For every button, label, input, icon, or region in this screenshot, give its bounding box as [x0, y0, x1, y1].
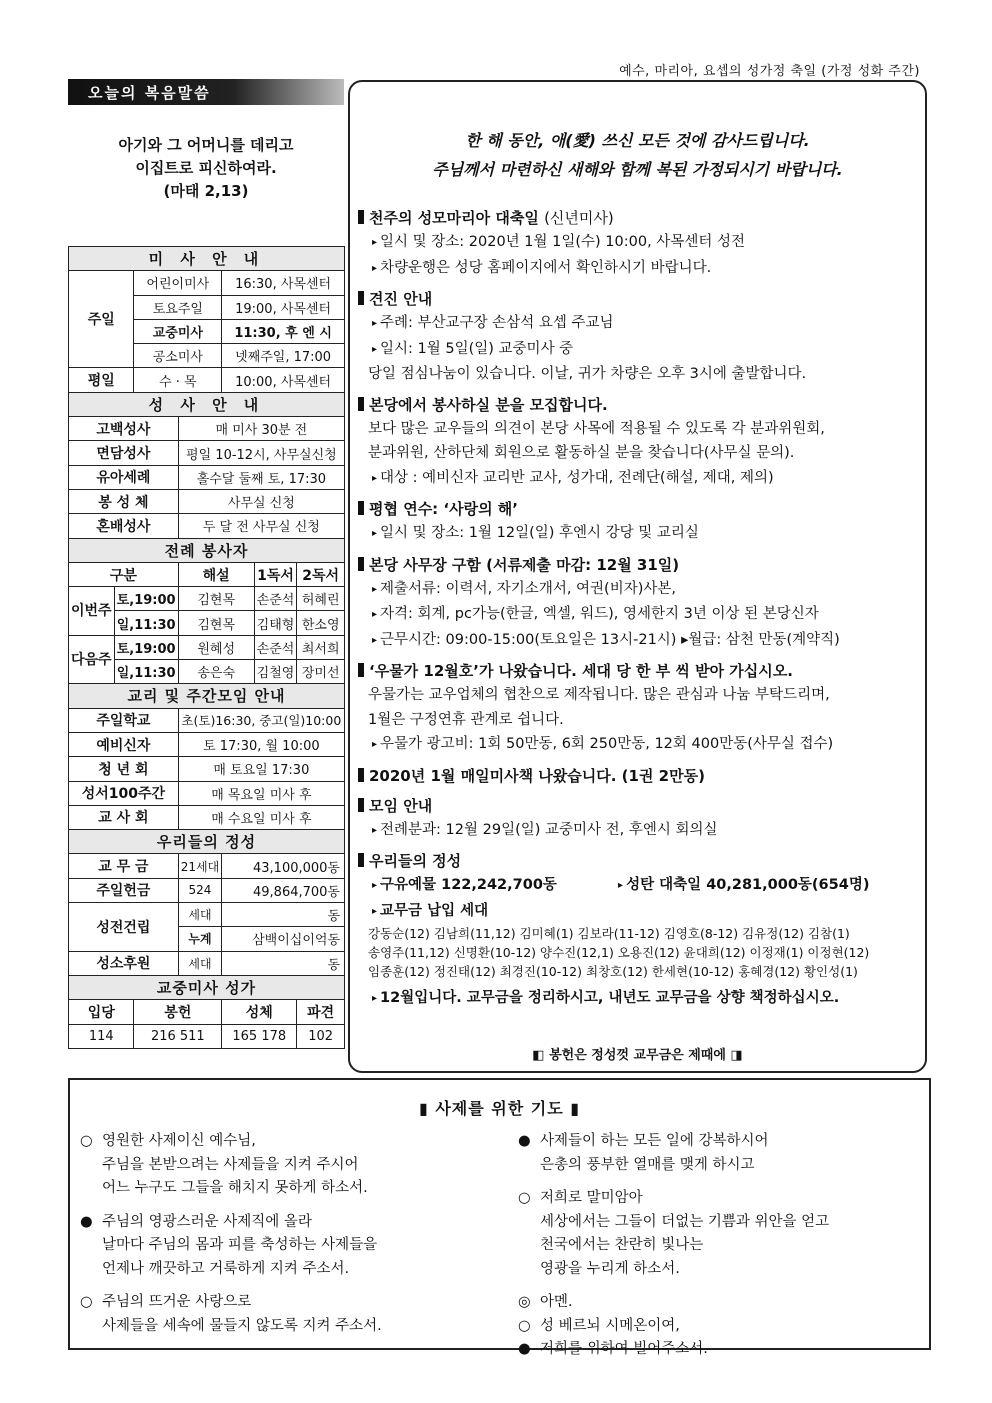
liturgy-reader1: 김태형 — [254, 611, 297, 635]
mass-time: 16:30, 사목센터 — [222, 271, 345, 295]
christmas-mass-offering: 성탄 대축일 40,281,000동(654명) — [626, 877, 870, 893]
gospel-verse — [68, 134, 344, 203]
prayer-line-text: 영원한 사제이신 예수님, — [102, 1133, 256, 1149]
prayer-bullet-icon: ◎ — [518, 1294, 531, 1310]
notice-box — [348, 80, 927, 1073]
triangle-bullet-icon: ▸ — [372, 609, 378, 620]
triangle-bullet-icon: ▸ — [372, 318, 378, 329]
square-bullet-icon — [358, 663, 364, 677]
sacrament-value: 홀수달 둘째 토, 17:30 — [178, 465, 344, 489]
notice-title — [358, 393, 923, 417]
hymn-value: 114 — [69, 1024, 134, 1048]
notice-line-text: 일시 및 장소: 2020년 1월 1일(수) 10:00, 사목센터 성전 — [380, 234, 745, 250]
offering-sub: 세대 — [178, 903, 221, 927]
square-bullet-icon — [358, 798, 364, 812]
notice-title-text: 천주의 성모마리아 대축일 — [369, 209, 539, 227]
prayer-line-text: 저희로 말미암아 — [540, 1190, 643, 1206]
catechism-value: 매 수요일 미사 후 — [178, 805, 344, 829]
notice-title-text: 견진 안내 — [369, 290, 433, 308]
prayer-line-text: 언제나 깨끗하고 거룩하게 지켜 주소서. — [102, 1260, 350, 1277]
offering-value: 49,864,700동 — [222, 878, 345, 902]
notice-item — [358, 393, 923, 492]
square-bullet-icon — [358, 397, 364, 411]
sacrament-name: 면담성사 — [69, 441, 179, 465]
notice-line-text: 자격: 회계, pc가능(한글, 엑셀, 워드), 영세한지 3년 이상 된 본당신자 — [380, 606, 819, 622]
prayer-line — [80, 1291, 500, 1315]
offering-value: 43,100,000동 — [222, 854, 345, 878]
prayer-line-text: 영광을 누리게 하소서. — [540, 1260, 680, 1277]
prayer-bullet-icon: ● — [80, 1213, 93, 1230]
notice-line — [358, 441, 923, 466]
offering-name: 교 무 금 — [69, 854, 179, 878]
liturgy-header: 해설 — [178, 562, 254, 586]
notice-item — [358, 553, 923, 654]
hymn-value: 165 178 — [222, 1024, 297, 1048]
prayer-stanza — [518, 1315, 923, 1339]
catechism-value: 초(토)16:30, 중고(일)10:00 — [178, 708, 344, 732]
prayer-line — [80, 1211, 500, 1235]
notice-line-text: 주례: 부산교구장 손삼석 요셉 주교님 — [380, 315, 614, 331]
gospel-label: 오늘의 복음말씀 — [68, 79, 344, 105]
prayer-left-column — [80, 1130, 500, 1348]
notice-item — [358, 659, 923, 758]
hymn-header: 봉헌 — [134, 1000, 222, 1024]
offering-value: 삼백이십이억동 — [222, 927, 345, 951]
prayer-bullet-icon: ○ — [80, 1133, 93, 1149]
liturgy-reader2: 허혜린 — [297, 587, 345, 611]
offering-name: 성소후원 — [69, 951, 179, 975]
prayer-bullet-icon: ○ — [518, 1190, 531, 1206]
offering-name: 주일헌금 — [69, 878, 179, 902]
mass-name: 공소미사 — [134, 344, 222, 368]
dues-note-text: 12월입니다. 교무금을 정리하시고, 내년도 교무금을 상향 책정하십시오. — [380, 990, 840, 1006]
hymn-header: 파견 — [297, 1000, 345, 1024]
triangle-bullet-icon: ▸ — [372, 993, 378, 1004]
notice-title-text: 본당 사무장 구함 (서류제출 마감: 12월 31일) — [369, 555, 680, 574]
catechism-name: 교 사 회 — [69, 805, 179, 829]
prayer-stanza — [518, 1291, 923, 1315]
prayer-stanza — [518, 1187, 923, 1281]
notice-line-text: 차량운행은 성당 홈페이지에서 확인하시기 바랍니다. — [380, 259, 712, 276]
sacrament-name: 유아세례 — [69, 465, 179, 489]
liturgy-reader1: 손준석 — [254, 635, 297, 659]
notice-line-text: 당일 점심나눔이 있습니다. 이날, 귀가 차량은 오후 3시에 출발합니다. — [368, 366, 807, 382]
notice-item — [358, 287, 923, 387]
parish-info-table — [68, 246, 345, 1049]
prayer-stanza — [80, 1291, 500, 1338]
triangle-bullet-icon: ▸ — [372, 824, 378, 836]
gospel-line: 아기와 그 어머니를 데리고 — [118, 136, 294, 154]
liturgy-section-title: 전례 봉사자 — [69, 538, 345, 562]
notice-title-extra: (신년미사) — [544, 209, 614, 227]
notice-item — [358, 206, 923, 281]
triangle-bullet-icon: ▸ — [372, 237, 378, 248]
page-header-title: 예수, 마리아, 요셉의 성가정 축일 (가정 성화 주간) — [619, 64, 920, 79]
sacrament-section-title: 성 사 안 내 — [69, 392, 345, 416]
square-bullet-icon — [358, 501, 364, 515]
prayer-stanza — [80, 1130, 500, 1201]
liturgy-week-label: 이번주 — [69, 587, 115, 636]
offering-sub: 524 — [178, 878, 221, 902]
prayer-stanza — [518, 1130, 923, 1177]
notice-title — [358, 764, 923, 788]
prayer-title — [70, 1096, 929, 1119]
notice-line — [358, 577, 923, 603]
square-bullet-icon — [358, 768, 364, 782]
gospel-reference: (마태 2,13) — [163, 182, 249, 200]
liturgy-commentator: 김현목 — [178, 587, 254, 611]
mass-name: 수 · 목 — [134, 368, 222, 392]
notice-line — [358, 337, 923, 363]
notice-line-text: 분과위원, 산하단체 회원으로 활동하실 분을 찾습니다(사무실 문의). — [368, 445, 795, 461]
prayer-title-text: 사제를 위한 기도 — [435, 1099, 564, 1118]
mark-icon: ▮ — [418, 1099, 436, 1118]
hymn-value: 216 511 — [134, 1024, 222, 1048]
sunday-label: 주일 — [69, 271, 134, 368]
prayer-line-text: 저희를 위하여 빌어주소서. — [540, 1341, 708, 1357]
liturgy-time: 일,11:30 — [114, 611, 178, 635]
notice-line — [358, 683, 923, 708]
prayer-bullet-icon: ● — [518, 1341, 531, 1357]
liturgy-time: 토,19:00 — [114, 635, 178, 659]
sacrament-value: 평일 10-12시, 사무실신청 — [178, 441, 344, 465]
liturgy-reader1: 김철영 — [254, 660, 297, 684]
prayer-line-text: 주님의 뜨거운 사랑으로 — [102, 1294, 252, 1310]
notice-title-text: 2020년 1월 매일미사책 나왔습니다. (1권 2만동) — [369, 766, 705, 785]
liturgy-header: 2독서 — [297, 562, 345, 586]
mark-icon: ▮ — [563, 1099, 581, 1118]
mass-time: 넷째주일, 17:00 — [222, 344, 345, 368]
prayer-line-text: 사제들이 하는 모든 일에 강복하시어 — [540, 1133, 769, 1149]
notice-line — [358, 417, 923, 442]
liturgy-reader2: 최서희 — [297, 635, 345, 659]
triangle-bullet-icon: ▸ — [372, 262, 378, 274]
offering-sub: 세대 — [178, 951, 221, 975]
liturgy-time: 토,19:00 — [114, 587, 178, 611]
dues-households-label — [358, 899, 923, 925]
prayer-line — [80, 1315, 500, 1339]
triangle-bullet-icon: ▸ — [618, 880, 624, 891]
notice-line — [358, 466, 923, 492]
catechism-value: 매 목요일 미사 후 — [178, 781, 344, 805]
square-bullet-icon — [358, 853, 364, 867]
catechism-name: 성서100주간 — [69, 781, 179, 805]
notice-line-text: 근무시간: 09:00-15:00(토요일은 13시-21시) ▸월급: 삼천 만동(계약직) — [380, 631, 840, 648]
prayer-line-text: 천국에서는 찬란히 빛나는 — [540, 1237, 704, 1253]
prayer-line — [518, 1315, 923, 1339]
square-bullet-icon — [358, 557, 364, 571]
prayer-line — [80, 1258, 500, 1282]
triangle-bullet-icon: ▸ — [372, 880, 378, 891]
catechism-section-title: 교리 및 주간모임 안내 — [69, 684, 345, 708]
prayer-line — [80, 1234, 500, 1258]
prayer-line — [518, 1234, 923, 1258]
prayer-line-text: 아멘. — [540, 1294, 573, 1310]
notice-title — [358, 659, 923, 683]
prayer-line — [80, 1177, 500, 1201]
sacrament-value: 사무실 신청 — [178, 489, 344, 513]
prayer-box — [68, 1078, 931, 1357]
liturgy-reader2: 장미선 — [297, 660, 345, 684]
notice-line-text: 대상 : 예비신자 교리반 교사, 성가대, 전례단(해설, 제대, 제의) — [380, 469, 774, 486]
notice-line-text: 일시 및 장소: 1월 12일(일) 후엔시 강당 및 교리실 — [380, 525, 699, 541]
notice-title-text: 본당에서 봉사하실 분을 모집합니다. — [369, 395, 608, 414]
square-bullet-icon — [358, 210, 364, 224]
offering-value: 동 — [222, 951, 345, 975]
weekday-label: 평일 — [69, 368, 134, 392]
hymn-value: 102 — [297, 1024, 345, 1048]
prayer-bullet-icon: ● — [518, 1133, 531, 1149]
prayer-right-column — [518, 1130, 923, 1362]
dues-names-line: 송영주(11,12) 신명환(10-12) 양수진(12,1) 오용진(12) 윤대희(12) 이정재(1) 이정현(12) — [368, 945, 870, 960]
notice-line — [358, 708, 923, 733]
triangle-bullet-icon: ▸ — [372, 472, 378, 484]
notice-line — [358, 521, 923, 547]
offering-sub: 21세대 — [178, 854, 221, 878]
prayer-line-text: 주님을 본받으려는 사제들을 지켜 주시어 — [102, 1156, 359, 1173]
prayer-line-text: 성 베르뇌 시메온이여, — [540, 1317, 680, 1334]
prayer-line — [80, 1154, 500, 1178]
dues-names-line: 임종훈(12) 정진태(12) 최경진(10-12) 최창호(12) 한세현(10-12) 홍혜경(12) 황인성(1) — [368, 964, 858, 979]
prayer-line — [80, 1130, 500, 1154]
prayer-line-text: 세상에서는 그들이 더없는 기쁨과 위안을 얻고 — [540, 1213, 830, 1230]
triangle-bullet-icon: ▸ — [372, 905, 378, 917]
notice-line-text: 전례분과: 12월 29일(일) 교중미사 전, 후엔시 회의실 — [380, 821, 718, 838]
hymn-header: 성체 — [222, 1000, 297, 1024]
notice-line — [358, 818, 923, 844]
prayer-line — [518, 1211, 923, 1235]
notice-title — [358, 849, 923, 873]
notice-line — [358, 602, 923, 628]
square-bullet-icon — [358, 291, 364, 305]
liturgy-header: 1독서 — [254, 562, 297, 586]
notice-title — [358, 206, 923, 230]
offering-name: 성전건립 — [69, 903, 179, 952]
dues-note — [358, 986, 923, 1012]
sacrament-value: 두 달 전 사무실 신청 — [178, 514, 344, 538]
notice-title — [358, 794, 923, 818]
mass-time: 11:30, 후 엔 시 — [222, 319, 345, 343]
notice-line-text: 우물가 광고비: 1회 50만동, 6회 250만동, 12회 400만동(사무실 접수) — [380, 736, 834, 752]
dues-households-text: 교무금 납입 세대 — [380, 902, 489, 919]
offering-value: 동 — [222, 903, 345, 927]
notice-title-text: 평협 연수: ‘사랑의 해’ — [369, 500, 518, 518]
notice-title — [358, 553, 923, 577]
notice-item — [358, 794, 923, 844]
notice-item — [358, 764, 923, 788]
sacrament-value: 매 미사 30분 전 — [178, 417, 344, 441]
liturgy-week-label: 다음주 — [69, 635, 115, 684]
notice-list — [358, 206, 923, 1018]
notice-title-text: ‘우물가 12월호’가 나왔습니다. 세대 당 한 부 씩 받아 가십시오. — [369, 662, 793, 680]
triangle-bullet-icon: ▸ — [372, 343, 378, 355]
notice-title-text: 모임 안내 — [369, 796, 433, 815]
notice-line — [358, 732, 923, 758]
liturgy-time: 일,11:30 — [114, 660, 178, 684]
offering-section-title: 우리들의 정성 — [69, 830, 345, 854]
catechism-name: 청 년 회 — [69, 757, 179, 781]
liturgy-header: 구분 — [69, 562, 179, 586]
triangle-bullet-icon: ▸ — [372, 583, 378, 595]
notice-title-text: 우리들의 정성 — [369, 852, 462, 870]
dues-names-line: 강동순(12) 김남희(11,12) 김미혜(1) 김보라(11-12) 김영호(8-12) 김유정(12) 김참(1) — [368, 926, 850, 941]
prayer-line — [518, 1258, 923, 1282]
prayer-line — [518, 1338, 923, 1362]
liturgy-reader1: 손준석 — [254, 587, 297, 611]
mass-name: 교중미사 — [134, 319, 222, 343]
prayer-line-text: 주님의 영광스러운 사제직에 올라 — [102, 1213, 312, 1230]
catechism-value: 토 17:30, 월 10:00 — [178, 732, 344, 756]
mass-time: 10:00, 사목센터 — [222, 368, 345, 392]
mass-name: 어린이미사 — [134, 271, 222, 295]
prayer-line-text: 은총의 풍부한 열매를 맺게 하시고 — [540, 1156, 755, 1173]
gospel-line: 이집트로 피신하여라. — [135, 159, 277, 177]
prayer-line — [518, 1154, 923, 1178]
notice-line — [358, 256, 923, 282]
notice-title — [358, 497, 923, 521]
notice-line-text: 보다 많은 교우들의 의견이 본당 사목에 적용될 수 있도록 각 분과위원회, — [368, 420, 825, 437]
notice-line-text: 일시: 1월 5일(일) 교중미사 중 — [380, 340, 574, 357]
triangle-bullet-icon: ▸ — [372, 739, 378, 750]
prayer-stanza — [518, 1338, 923, 1362]
mass-section-title: 미 사 안 내 — [69, 247, 345, 271]
notice-line — [358, 230, 923, 256]
mass-name: 토요주일 — [134, 295, 222, 319]
notice-title — [358, 287, 923, 311]
notice-line — [358, 628, 923, 654]
mass-time: 19:00, 사목센터 — [222, 295, 345, 319]
offering-sub: 누계 — [178, 927, 221, 951]
liturgy-commentator: 김현목 — [178, 611, 254, 635]
notice-line — [358, 362, 923, 387]
notice-line-text: 우물가는 교우업체의 협찬으로 제작됩니다. 많은 관심과 나눔 부탁드리며, — [368, 687, 830, 703]
christmas-offering: 구유예물 122,242,700동 — [380, 877, 557, 893]
sacrament-name: 고백성사 — [69, 417, 179, 441]
prayer-line-text: 날마다 주님의 몸과 피를 축성하는 사제들을 — [102, 1237, 378, 1253]
prayer-line-text: 어느 누구도 그들을 해치지 못하게 하소서. — [102, 1180, 368, 1196]
notice-line-text: 1월은 구정연휴 관계로 쉽니다. — [368, 711, 564, 728]
triangle-bullet-icon: ▸ — [372, 528, 378, 539]
hymn-section-title: 교중미사 성가 — [69, 975, 345, 999]
catechism-value: 매 토요일 17:30 — [178, 757, 344, 781]
prayer-line-text: 사제들을 세속에 물들지 않도록 지켜 주소서. — [102, 1317, 382, 1334]
greeting-line: 한 해 동안, 애(愛) 쓰신 모든 것에 감사드립니다. — [465, 131, 810, 150]
hymn-header: 입당 — [69, 1000, 134, 1024]
sincerity-totals — [358, 873, 923, 899]
triangle-bullet-icon: ▸ — [372, 634, 378, 646]
sincerity-section — [358, 849, 923, 1012]
sacrament-name: 혼배성사 — [69, 514, 179, 538]
footer-slogan: ◧ 봉헌은 정성껏 교무금은 제때에 ◨ — [532, 1048, 743, 1063]
notice-line-text: 제출서류: 이력서, 자기소개서, 여권(비자)사본, — [380, 580, 677, 597]
notice-line — [358, 311, 923, 337]
liturgy-commentator: 원혜성 — [178, 635, 254, 659]
greeting-line: 주님께서 마련하신 새해와 함께 복된 가정되시기 바랍니다. — [432, 160, 843, 179]
prayer-line — [518, 1187, 923, 1211]
catechism-name: 주일학교 — [69, 708, 179, 732]
liturgy-reader2: 한소영 — [297, 611, 345, 635]
prayer-bullet-icon: ○ — [518, 1317, 531, 1334]
catechism-name: 예비신자 — [69, 732, 179, 756]
notice-item — [358, 497, 923, 547]
greeting — [350, 126, 925, 184]
prayer-line — [518, 1291, 923, 1315]
prayer-bullet-icon: ○ — [80, 1294, 93, 1310]
prayer-line — [518, 1130, 923, 1154]
sacrament-name: 봉 성 체 — [69, 489, 179, 513]
prayer-stanza — [80, 1211, 500, 1282]
liturgy-commentator: 송은숙 — [178, 660, 254, 684]
